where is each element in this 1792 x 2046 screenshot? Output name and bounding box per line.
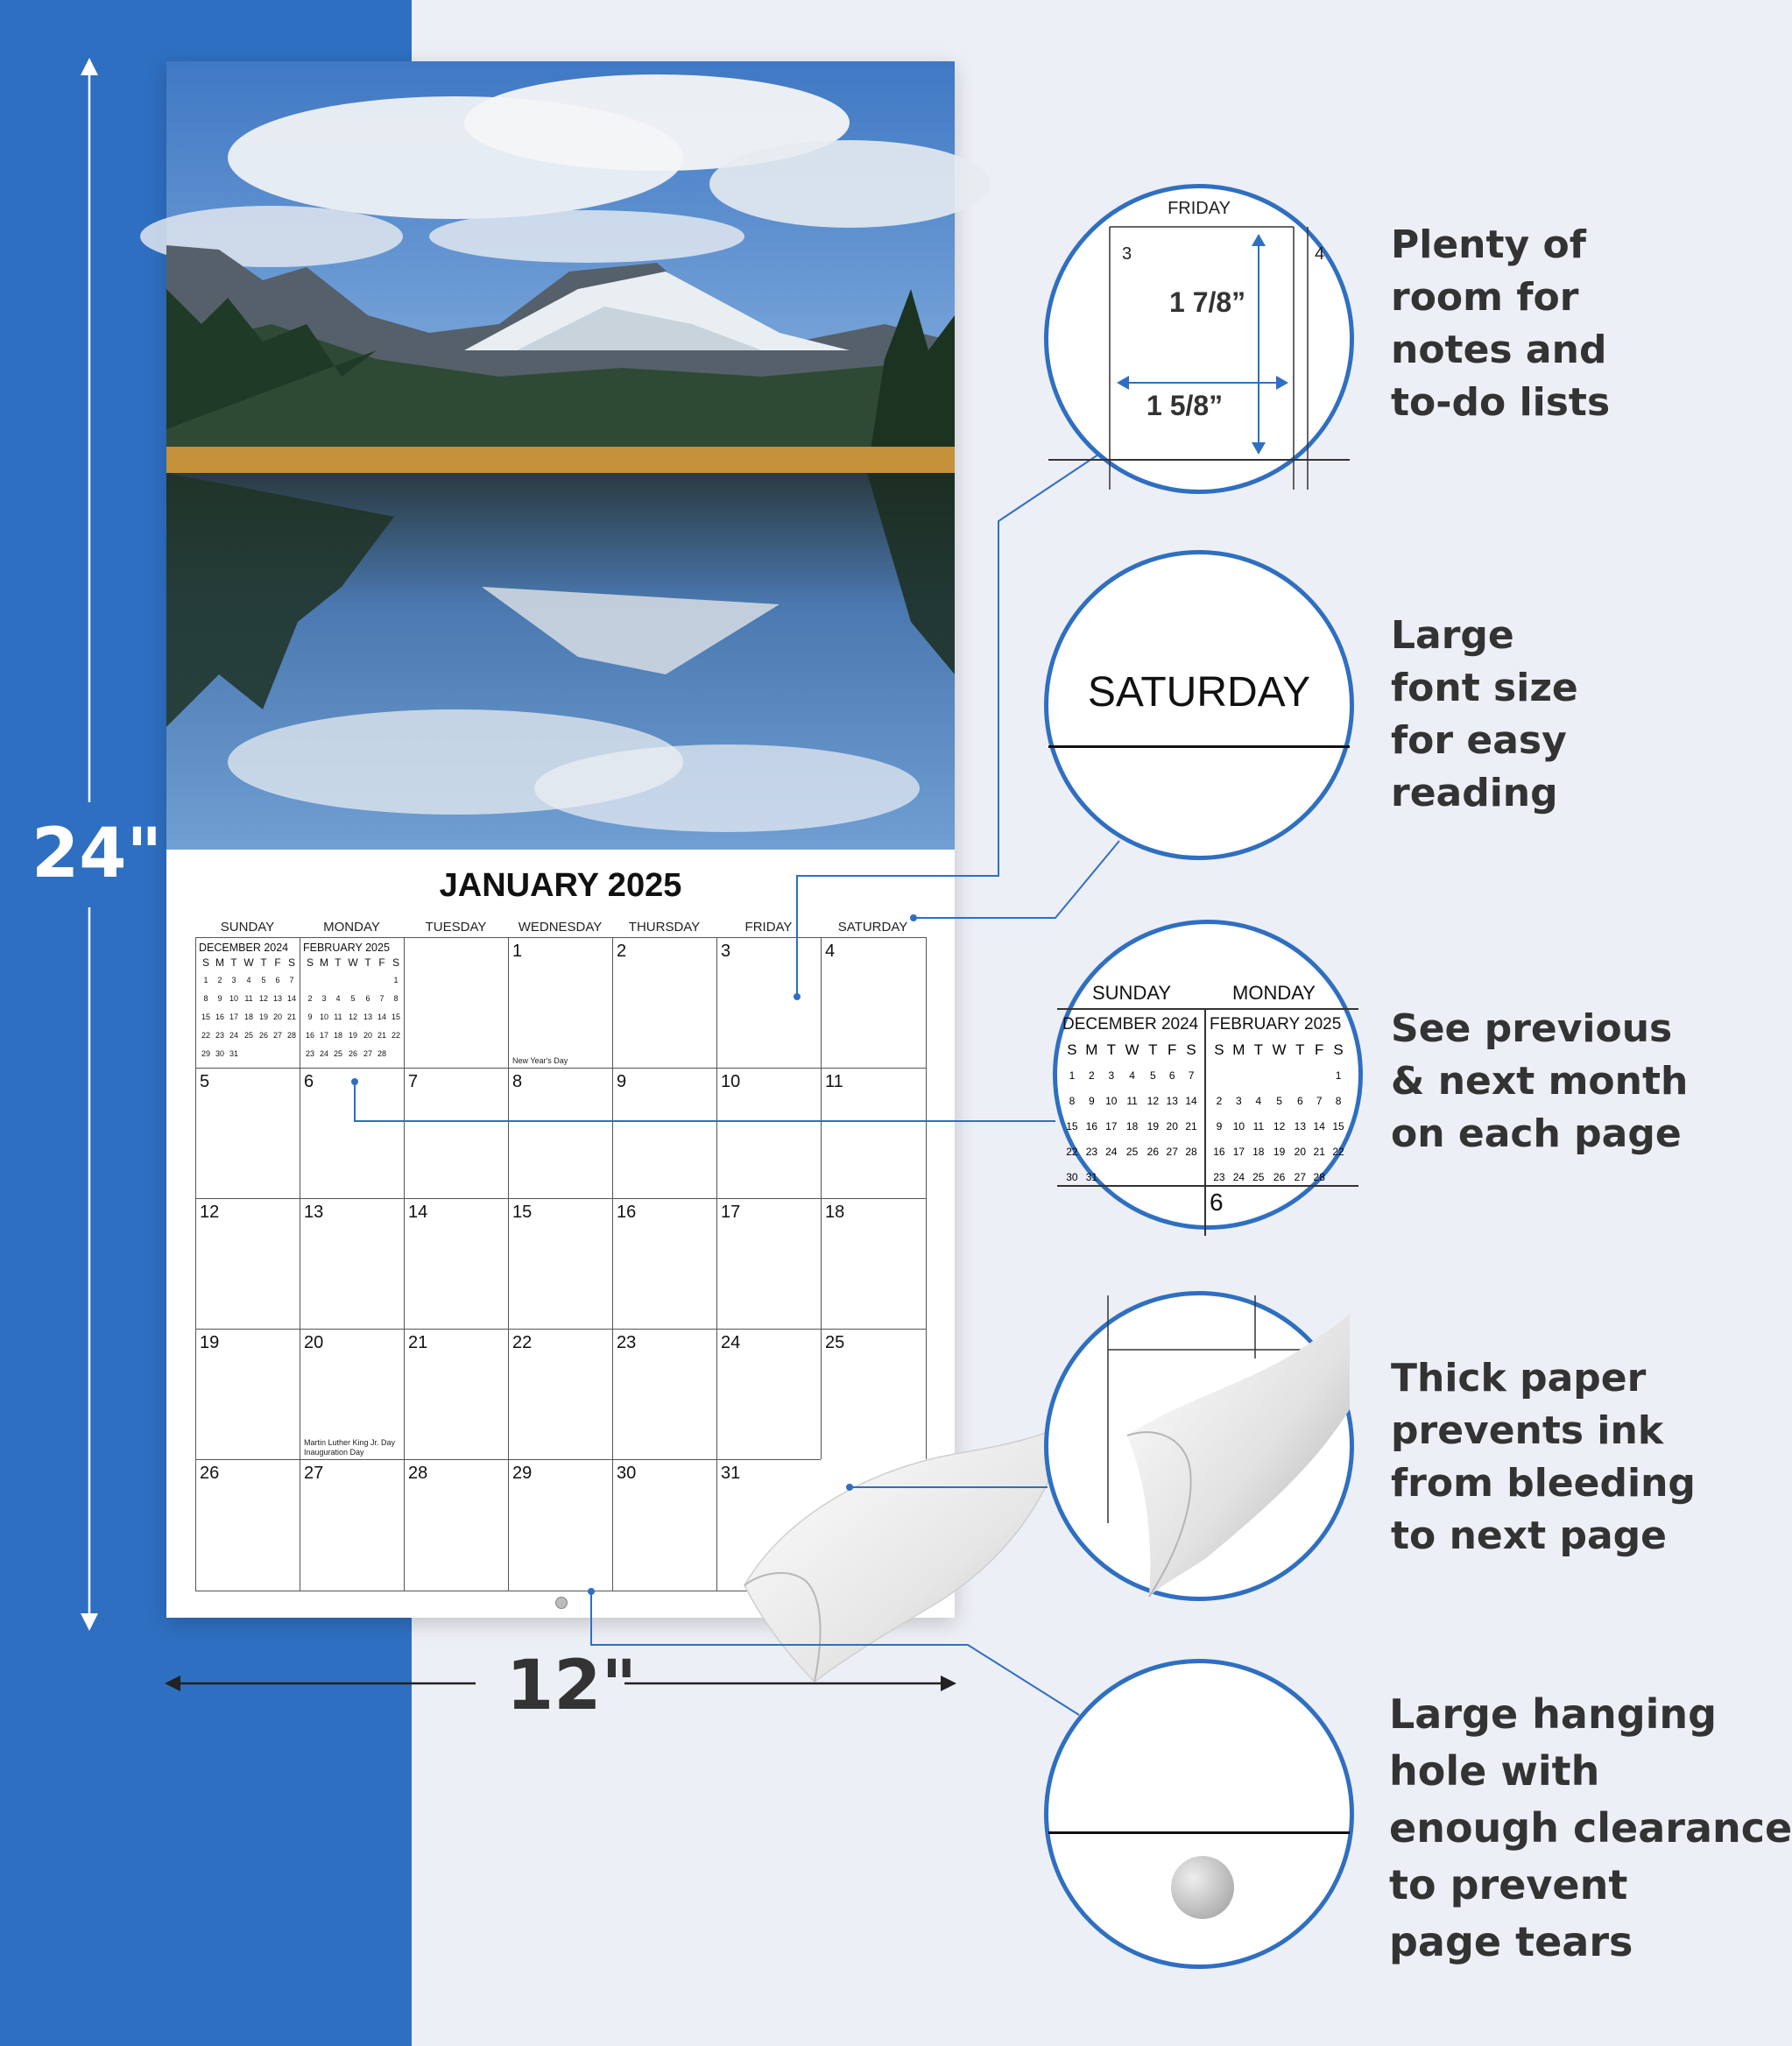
holiday-mlk: Martin Luther King Jr. Day xyxy=(304,1438,396,1447)
mini-calendar-prev-table: S M T W T F S 1 2 3 4 5 6 7 8 9 10 11 12 13 14 15 16 17 18 19 20 21 22 23 24 25 26 27 28 29 30 31 xyxy=(201,956,296,1058)
callout-circle-font xyxy=(1044,550,1354,860)
weekday-sunday: SUNDAY xyxy=(220,920,275,935)
day-number: 6 xyxy=(304,1072,314,1091)
day-number: 4 xyxy=(825,942,836,961)
day-cell-monday xyxy=(300,1329,404,1459)
callout-room-day-3: 3 xyxy=(1122,244,1132,264)
day-cell-saturday xyxy=(821,1198,927,1329)
day-cell-tuesday xyxy=(404,1198,508,1329)
day-cell-wednesday xyxy=(508,1459,612,1591)
callout-months-divider xyxy=(1204,1008,1206,1236)
mini-calendar-next xyxy=(303,942,403,1062)
day-number: 15 xyxy=(512,1203,533,1222)
day-number: 19 xyxy=(200,1333,220,1352)
callout-months-next-title: FEBRUARY 2025 xyxy=(1210,1015,1342,1034)
callout-months-prev-title: DECEMBER 2024 xyxy=(1062,1015,1199,1034)
day-number: 20 xyxy=(304,1333,324,1352)
day-cell-sunday xyxy=(195,1459,300,1591)
day-number: 31 xyxy=(721,1464,741,1483)
feature-text-paper: Thick paper prevents ink from bleeding to next page xyxy=(1391,1356,1696,1558)
day-cell-tuesday xyxy=(404,937,508,1068)
day-cell-monday xyxy=(300,1198,404,1329)
day-cell-tuesday xyxy=(404,1068,508,1198)
day-number: 18 xyxy=(825,1203,845,1222)
holiday-label xyxy=(304,1438,395,1457)
day-cell-monday xyxy=(300,1068,404,1198)
weekday-wednesday: WEDNESDAY xyxy=(518,920,603,935)
day-cell-sunday xyxy=(195,1068,300,1198)
callout-months-sunday: SUNDAY xyxy=(1092,982,1172,1004)
day-number: 3 xyxy=(721,942,731,961)
landscape-photo xyxy=(166,61,955,850)
mini-calendar-prev xyxy=(199,942,299,1062)
day-cell-wednesday xyxy=(508,937,612,1068)
day-cell-thursday xyxy=(612,1329,716,1459)
holiday-inauguration: Inauguration Day xyxy=(304,1448,364,1457)
feature-text-hole: Large hanging hole with enough clearance to prevent page tears xyxy=(1389,1690,1792,1965)
day-number: 5 xyxy=(200,1072,210,1091)
mini-calendar-cell-prev xyxy=(195,937,300,1068)
weekday-tuesday: TUESDAY xyxy=(425,920,487,935)
day-number: 28 xyxy=(408,1464,428,1483)
day-cell-thursday xyxy=(612,1068,716,1198)
callout-hole-divider xyxy=(1048,1831,1350,1834)
width-label: 12" xyxy=(506,1647,638,1725)
day-cell-friday xyxy=(716,1068,821,1198)
day-number: 11 xyxy=(825,1072,843,1091)
callout-months-prev-table: S M T W T F S 1 2 3 4 5 6 7 8 9 10 11 12 13 14 15 16 17 18 19 20 21 22 23 24 25 26 27 28 30 31 xyxy=(1066,1041,1197,1183)
callout-circle-room xyxy=(1044,184,1354,494)
day-cell-friday xyxy=(716,937,821,1068)
weekday-saturday: SATURDAY xyxy=(837,920,908,935)
day-number: 16 xyxy=(617,1203,637,1222)
day-number: 24 xyxy=(721,1333,741,1352)
mini-calendar-next-table: S M T W T F S 1 2 3 4 5 6 7 8 9 10 11 12 13 14 15 16 17 18 19 20 21 22 23 24 25 26 27 28 xyxy=(305,956,400,1058)
hanging-hole xyxy=(555,1597,568,1609)
callout-room-day-4: 4 xyxy=(1315,244,1325,264)
calendar-page xyxy=(166,61,955,1618)
day-number: 7 xyxy=(408,1072,419,1091)
day-cell-monday xyxy=(300,1459,404,1591)
paper-curl-closeup xyxy=(1048,1295,1350,1597)
callout-room-day-label: FRIDAY xyxy=(1168,199,1231,218)
day-number: 9 xyxy=(617,1072,627,1091)
weekday-thursday: THURSDAY xyxy=(628,920,701,935)
day-cell-tuesday xyxy=(404,1329,508,1459)
mini-calendar-cell-next xyxy=(300,937,404,1068)
day-number: 25 xyxy=(825,1333,845,1352)
callout-circle-hole xyxy=(1044,1659,1354,1969)
callout-months-day-6: 6 xyxy=(1210,1189,1224,1216)
day-cell-wednesday xyxy=(508,1329,612,1459)
feature-text-font: Large font size for easy reading xyxy=(1391,613,1578,815)
month-title: JANUARY 2025 xyxy=(439,867,682,904)
day-number: 14 xyxy=(408,1203,428,1222)
day-number: 21 xyxy=(408,1333,428,1352)
day-number: 1 xyxy=(512,942,523,961)
day-number: 22 xyxy=(512,1333,533,1352)
room-measure-lines xyxy=(1048,188,1350,490)
day-number: 8 xyxy=(512,1072,523,1091)
callout-room-width-measure: 1 5/8” xyxy=(1146,390,1224,421)
day-cell-saturday xyxy=(821,937,927,1068)
callout-months-next-table: S M T W T F S 1 2 3 4 5 6 7 8 9 10 11 12 13 14 15 16 17 18 19 20 21 22 23 24 25 26 27 28 xyxy=(1213,1041,1344,1183)
day-number: 29 xyxy=(512,1464,533,1483)
callout-circle-paper xyxy=(1044,1291,1354,1601)
callout-font-divider xyxy=(1048,745,1350,748)
day-number: 30 xyxy=(617,1464,637,1483)
day-cell-thursday xyxy=(612,1198,716,1329)
callout-circle-months xyxy=(1053,920,1363,1230)
weekday-friday: FRIDAY xyxy=(744,920,793,935)
day-number: 13 xyxy=(304,1203,324,1222)
day-cell-saturday xyxy=(821,1068,927,1198)
day-cell-thursday xyxy=(612,937,716,1068)
day-cell-friday xyxy=(716,1198,821,1329)
feature-text-room: Plenty of room for notes and to-do lists xyxy=(1391,222,1611,425)
day-cell-tuesday xyxy=(404,1459,508,1591)
height-label: 24" xyxy=(32,815,163,893)
callout-font-day-label: SATURDAY xyxy=(1087,669,1311,716)
callout-months-top-line xyxy=(1057,1008,1358,1010)
hanging-hole-closeup xyxy=(1171,1856,1234,1919)
weekday-monday: MONDAY xyxy=(323,920,380,935)
callout-months-monday: MONDAY xyxy=(1232,982,1316,1004)
day-cell-thursday xyxy=(612,1459,716,1591)
day-cell-wednesday xyxy=(508,1198,612,1329)
day-number: 27 xyxy=(304,1464,324,1483)
day-number: 2 xyxy=(617,942,627,961)
day-number: 26 xyxy=(200,1464,220,1483)
feature-text-months: See previous & next month on each page xyxy=(1391,1006,1689,1156)
mini-calendar-next-title: FEBRUARY 2025 xyxy=(303,942,390,954)
day-number: 23 xyxy=(617,1333,637,1352)
callout-room-height-measure: 1 7/8” xyxy=(1169,286,1246,318)
day-number: 17 xyxy=(721,1203,741,1222)
mini-calendar-prev-title: DECEMBER 2024 xyxy=(199,942,289,954)
day-number: 12 xyxy=(200,1203,220,1222)
day-cell-sunday xyxy=(195,1329,300,1459)
day-cell-wednesday xyxy=(508,1068,612,1198)
day-cell-sunday xyxy=(195,1198,300,1329)
holiday-label: New Year's Day xyxy=(512,1056,568,1065)
day-number: 10 xyxy=(721,1072,741,1091)
